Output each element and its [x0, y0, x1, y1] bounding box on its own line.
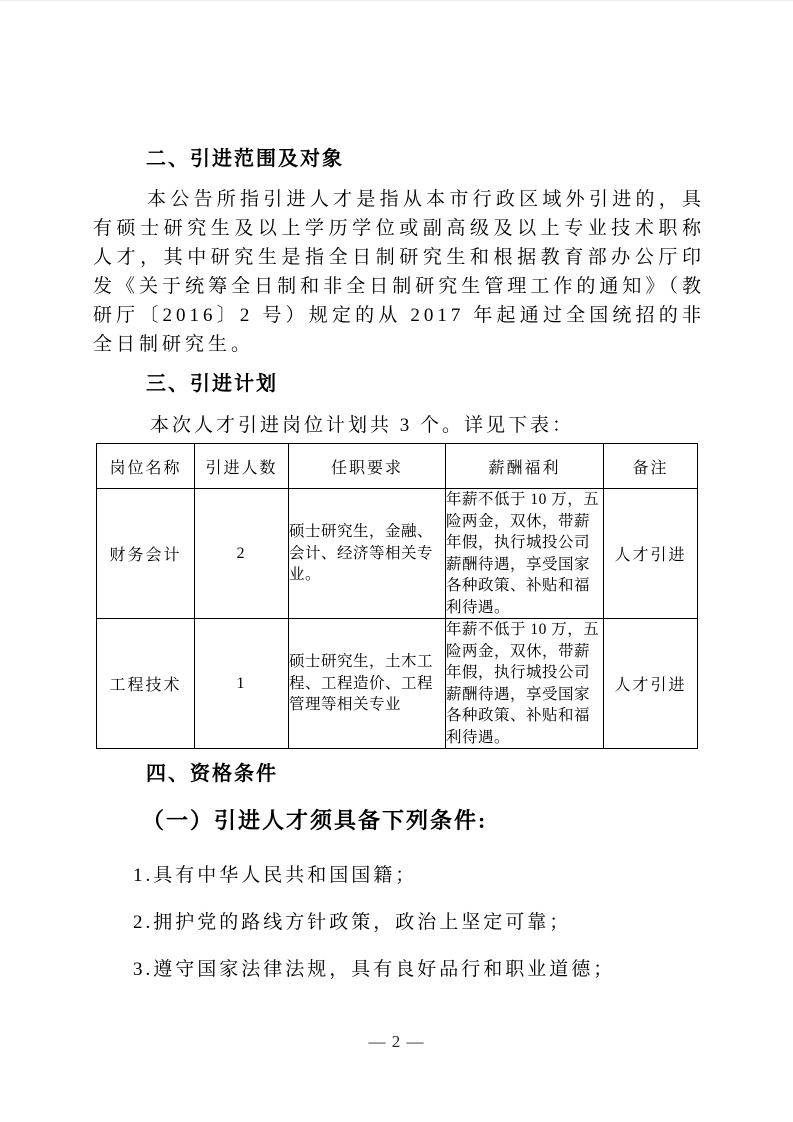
condition-item-2: 2.拥护党的路线方针政策，政治上坚定可靠；	[133, 912, 572, 933]
col-header-position: 岗位名称	[97, 444, 195, 489]
section-plan-intro: 本次人才引进岗位计划共 3 个。详见下表：	[150, 415, 575, 436]
cell-position: 工程技术	[97, 619, 195, 749]
recruitment-plan-table	[96, 443, 698, 749]
section-qualification-heading: 四、资格条件	[146, 763, 278, 785]
page-number: — 2 —	[368, 1032, 425, 1051]
col-header-note: 备注	[604, 444, 698, 489]
cell-count: 2	[195, 489, 289, 619]
col-header-count: 引进人数	[195, 444, 289, 489]
cell-count: 1	[195, 619, 289, 749]
section-scope-heading: 二、引进范围及对象	[146, 148, 344, 170]
cell-note: 人才引进	[604, 619, 698, 749]
qualification-subheading: （一）引进人才须具备下列条件:	[142, 808, 488, 833]
cell-requirements: 硕士研究生，金融、会计、经济等相关专业。	[289, 489, 446, 619]
table-row	[97, 489, 698, 619]
condition-item-1: 1.具有中华人民共和国国籍；	[133, 865, 418, 886]
cell-compensation: 年薪不低于 10 万，五险两金，双休，带薪年假，执行城投公司薪酬待遇，享受国家各种政策、补贴和福利待遇。	[446, 619, 604, 749]
condition-item-3: 3.遵守国家法律法规，具有良好品行和职业道德；	[133, 959, 616, 980]
cell-note: 人才引进	[604, 489, 698, 619]
col-header-requirements: 任职要求	[289, 444, 446, 489]
section-scope-paragraph: 本公告所指引进人才是指从本市行政区域外引进的，具有硕士研究生及以上学历学位或副高级及以上专业技术职称人才，其中研究生是指全日制研究生和根据教育部办公厅印发《关于统筹全日制和非全日制研究生管理工作的通知》（教研厅〔2016〕2 号）规定的从 2017 年起通过全国统招的非全日制研究生。	[93, 189, 705, 355]
table-header-row	[97, 444, 698, 489]
cell-position: 财务会计	[97, 489, 195, 619]
cell-requirements: 硕士研究生，土木工程、工程造价、工程管理等相关专业	[289, 619, 446, 749]
table-row	[97, 619, 698, 749]
section-plan-heading: 三、引进计划	[146, 373, 278, 395]
col-header-compensation: 薪酬福利	[446, 444, 604, 489]
cell-compensation: 年薪不低于 10 万，五险两金，双休，带薪年假，执行城投公司薪酬待遇，享受国家各种政策、补贴和福利待遇。	[446, 489, 604, 619]
